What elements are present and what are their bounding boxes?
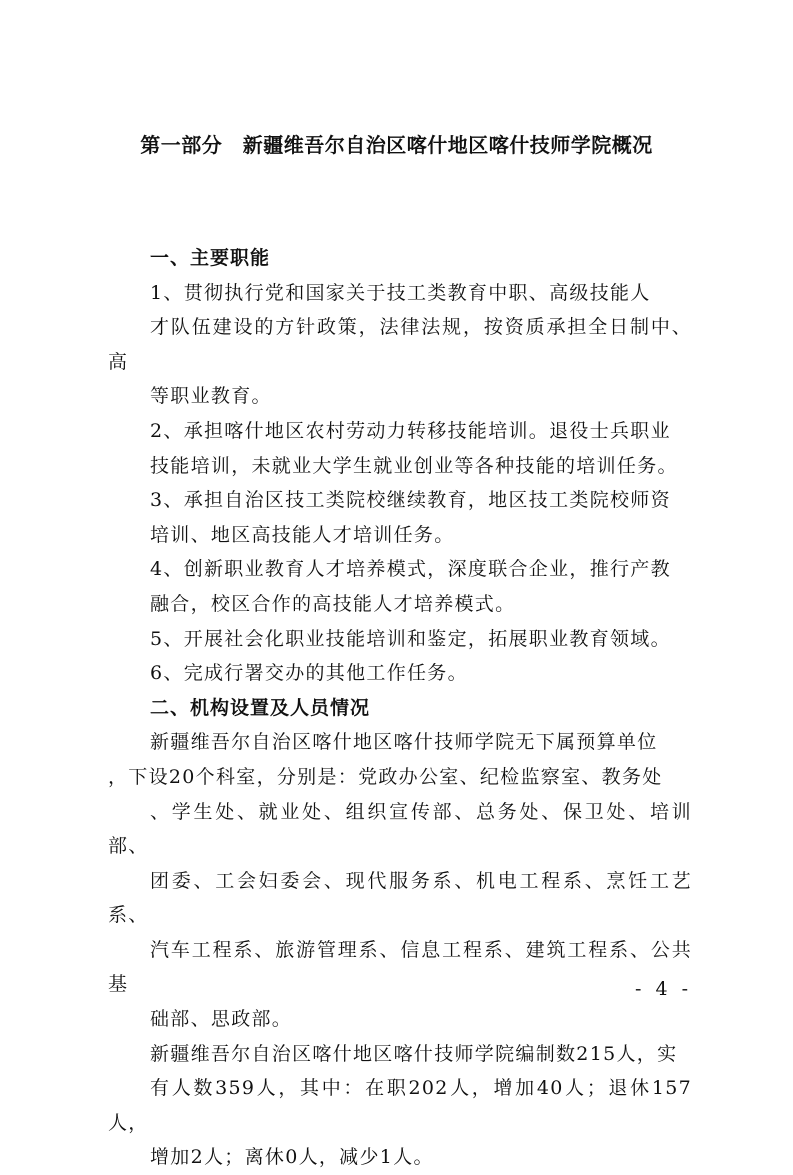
text-line: 3、承担自治区技工类院校继续教育，地区技工类院校师资 [150,489,671,512]
section-heading-functions: 一、主要职能 [150,247,271,269]
paragraph-function-6 [108,656,692,691]
text-line: 4、创新职业教育人才培养模式，深度联合企业，推行产教 [150,558,671,581]
text-line: 增加2人；离休0人，减少1人。 [150,1146,434,1169]
text-line: 有人数359人，其中：在职202人，增加40人；退休157人， [108,1077,692,1134]
text-line: ，下设20个科室，分别是：党政办公室、纪检监察室、教务处 [108,765,663,788]
text-line: 培训、地区高技能人才培训任务。 [150,523,455,546]
paragraph-function-5 [108,622,692,657]
document-title: 第一部分 新疆维吾尔自治区喀什地区喀什技师学院概况 [140,133,653,157]
text-line: 新疆维吾尔自治区喀什地区喀什技师学院编制数215人，实 [150,1042,678,1065]
document-body [108,241,692,1175]
text-line: 、学生处、就业处、组织宣传部、总务处、保卫处、培训部、 [108,800,692,858]
page-number: - 4 - [634,978,692,1000]
text-line: 新疆维吾尔自治区喀什地区喀什技师学院无下属预算单位 [150,731,658,754]
text-line: 础部、思政部。 [150,1008,293,1031]
text-line: 才队伍建设的方针政策，法律法规，按资质承担全日制中、高 [108,316,692,373]
paragraph-function-2 [108,414,692,483]
text-line: 团委、工会妇委会、现代服务系、机电工程系、烹饪工艺系、 [108,869,692,927]
paragraph-function-4 [108,552,692,621]
text-line: 技能培训，未就业大学生就业创业等各种技能的培训任务。 [150,454,678,477]
text-line: 2、承担喀什地区农村劳动力转移技能培训。退役士兵职业 [150,419,671,442]
text-line: 等职业教育。 [150,385,272,408]
text-line: 6、完成行署交办的其他工作任务。 [150,662,468,685]
text-line: 5、开展社会化职业技能培训和鉴定，拓展职业教育领域。 [150,627,671,650]
text-line: 1、贯彻执行党和国家关于技工类教育中职、高级技能人 [150,281,651,304]
paragraph-staffing [108,1037,692,1175]
paragraph-function-3 [108,483,692,552]
text-line: 汽车工程系、旅游管理系、信息工程系、建筑工程系、公共基 [108,938,692,996]
text-line: 融合，校区合作的高技能人才培养模式。 [150,592,516,615]
section-heading-organization: 二、机构设置及人员情况 [150,696,371,719]
paragraph-function-1 [108,276,692,414]
paragraph-departments [108,725,692,1036]
